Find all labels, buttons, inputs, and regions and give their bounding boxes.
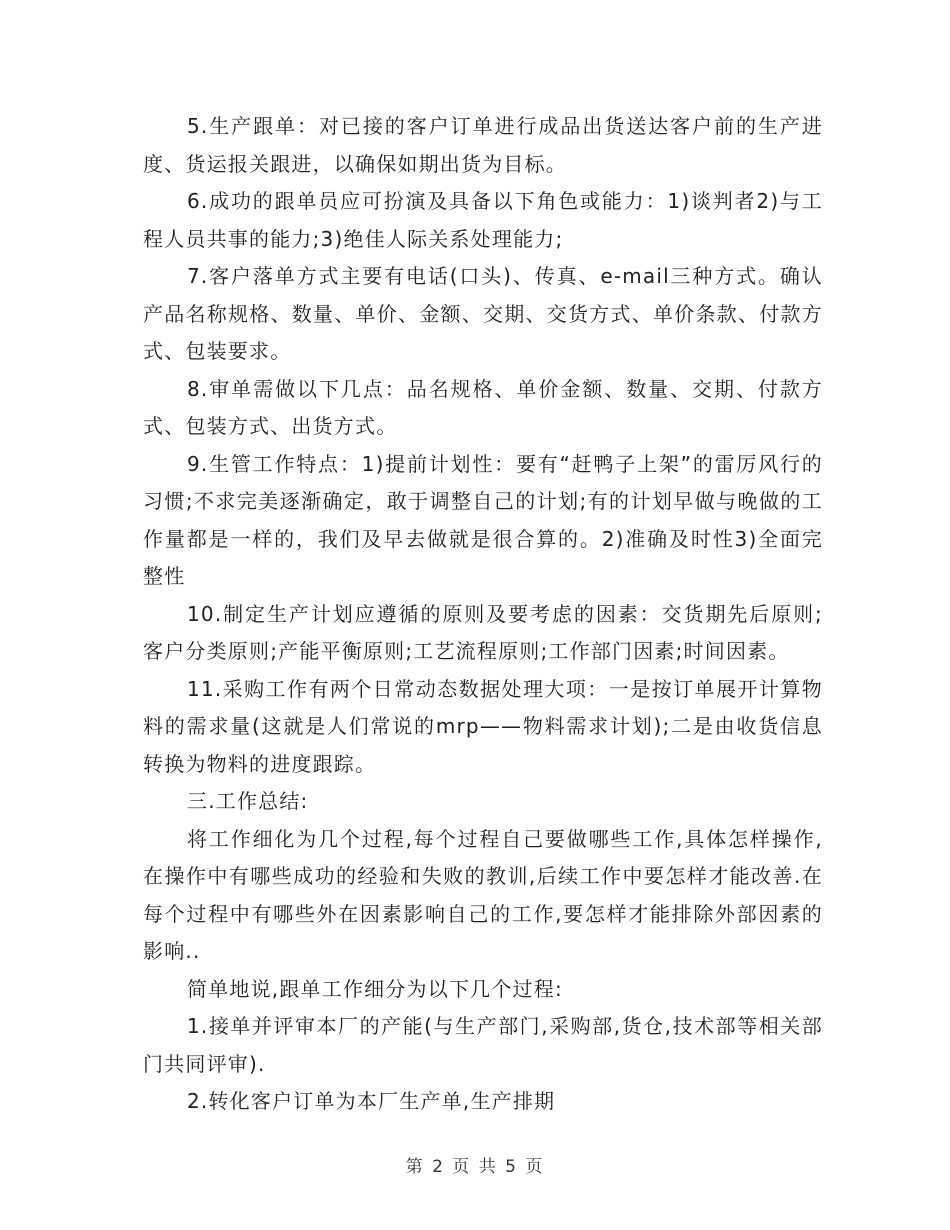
paragraph-process-step-1: 1.接单并评审本厂的产能(与生产部门,采购部,货仓,技术部等相关部门共同评审). <box>143 1014 823 1076</box>
paragraph-item-10-planning-principles: 10.制定生产计划应遵循的原则及要考虑的因素：交货期先后原则;客户分类原则;产能平衡原则;工艺流程原则;工作部门因素;时间因素。 <box>143 601 823 663</box>
paragraph-item-9-production-control: 9.生管工作特点：1)提前计划性：要有“赶鸭子上架”的雷厉风行的习惯;不求完美逐渐确定，敢于调整自己的计划;有的计划早做与晚做的工作量都是一样的，我们及早去做就是很合算的。2)准确及时性3)全面完整性 <box>143 451 823 588</box>
paragraph-item-7-order-methods: 7.客户落单方式主要有电话(口头)、传真、e-mail三种方式。确认产品名称规格、数量、单价、金额、交期、交货方式、单价条款、付款方式、包装要求。 <box>143 264 823 363</box>
paragraph-process-intro: 简单地说,跟单工作细分为以下几个过程: <box>187 976 563 1001</box>
paragraph-item-8-order-review: 8.审单需做以下几点：品名规格、单价金额、数量、交期、付款方式、包装方式、出货方式。 <box>143 376 823 438</box>
paragraph-process-step-2: 2.转化客户订单为本厂生产单,生产排期 <box>187 1089 556 1113</box>
paragraph-item-5-production-tracking: 5.生产跟单：对已接的客户订单进行成品出货送达客户前的生产进度、货运报关跟进，以确保如期出货为目标。 <box>143 114 823 176</box>
page-number-footer: 第 2 页 共 5 页 <box>405 1157 545 1177</box>
section-heading-work-summary: 三.工作总结: <box>187 789 309 813</box>
paragraph-work-refinement: 将工作细化为几个过程,每个过程自己要做哪些工作,具体怎样操作,在操作中有哪些成功的经验和失败的教训,后续工作中要怎样才能改善.在每个过程中有哪些外在因素影响自己的工作,要怎样才能排除外部因素的影响.. <box>143 826 823 963</box>
paragraph-item-6-merchandiser-roles: 6.成功的跟单员应可扮演及具备以下角色或能力：1)谈判者2)与工程人员共事的能力;3)绝佳人际关系处理能力; <box>143 189 823 251</box>
paragraph-item-11-purchasing-data: 11.采购工作有两个日常动态数据处理大项：一是按订单展开计算物料的需求量(这就是人们常说的mrp——物料需求计划);二是由收货信息转换为物料的进度跟踪。 <box>143 676 823 776</box>
document-body <box>143 108 823 1121</box>
